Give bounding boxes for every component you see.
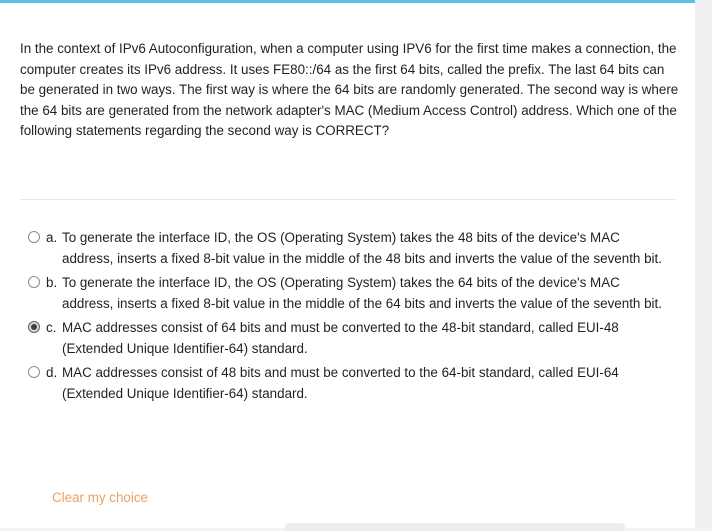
answer-option-c[interactable] bbox=[28, 318, 673, 359]
answer-text-a[interactable]: To generate the interface ID, the OS (Operating System) takes the 48 bits of the device's MAC address, inserts a fixed 8-bit value in the middle of the 48 bits and inverts the value of the seventh bit. bbox=[62, 230, 662, 266]
divider bbox=[20, 199, 675, 200]
page-right-margin bbox=[695, 0, 712, 528]
answer-option-d[interactable] bbox=[28, 363, 673, 404]
radio-button-a[interactable] bbox=[28, 231, 40, 243]
answer-option-c-body bbox=[46, 318, 667, 359]
clear-my-choice-link[interactable]: Clear my choice bbox=[52, 490, 148, 505]
answer-text-b[interactable]: To generate the interface ID, the OS (Operating System) takes the 64 bits of the device's MAC address, inserts a fixed 8-bit value in the middle of the 64 bits and inverts the value of the seventh bit. bbox=[62, 275, 662, 311]
bottom-bar bbox=[285, 523, 625, 531]
answer-letter-d: d. bbox=[46, 365, 58, 380]
radio-button-d[interactable] bbox=[28, 366, 40, 378]
answer-option-d-body bbox=[46, 363, 667, 404]
answer-option-a[interactable] bbox=[28, 228, 673, 269]
answer-option-b[interactable] bbox=[28, 273, 673, 314]
question-text: In the context of IPv6 Autoconfiguration, when a computer using IPV6 for the first time makes a connection, the computer creates its IPv6 address. It uses FE80::/64 as the first 64 bits, called the prefix. The last 64 bits can be generated in two ways. The first way is where the 64 bits are randomly generated. The second way is where the 64 bits are generated from the network adapter's MAC (Medium Access Control) address. Which one of the following statements regarding the second way is CORRECT? bbox=[20, 41, 679, 138]
answer-text-d[interactable]: MAC addresses consist of 48 bits and must be converted to the 64-bit standard, called EUI-64 (Extended Unique Identifier-64) standard. bbox=[62, 365, 619, 401]
answer-option-a-body bbox=[46, 228, 667, 269]
answer-letter-c: c. bbox=[46, 320, 57, 335]
answer-list bbox=[28, 228, 673, 408]
radio-button-b[interactable] bbox=[28, 276, 40, 288]
radio-button-c[interactable] bbox=[28, 321, 40, 333]
answer-option-b-body bbox=[46, 273, 667, 314]
answer-text-c[interactable]: MAC addresses consist of 64 bits and must be converted to the 48-bit standard, called EUI-48 (Extended Unique Identifier-64) standard. bbox=[62, 320, 619, 356]
answer-letter-a: a. bbox=[46, 230, 58, 245]
answer-letter-b: b. bbox=[46, 275, 58, 290]
